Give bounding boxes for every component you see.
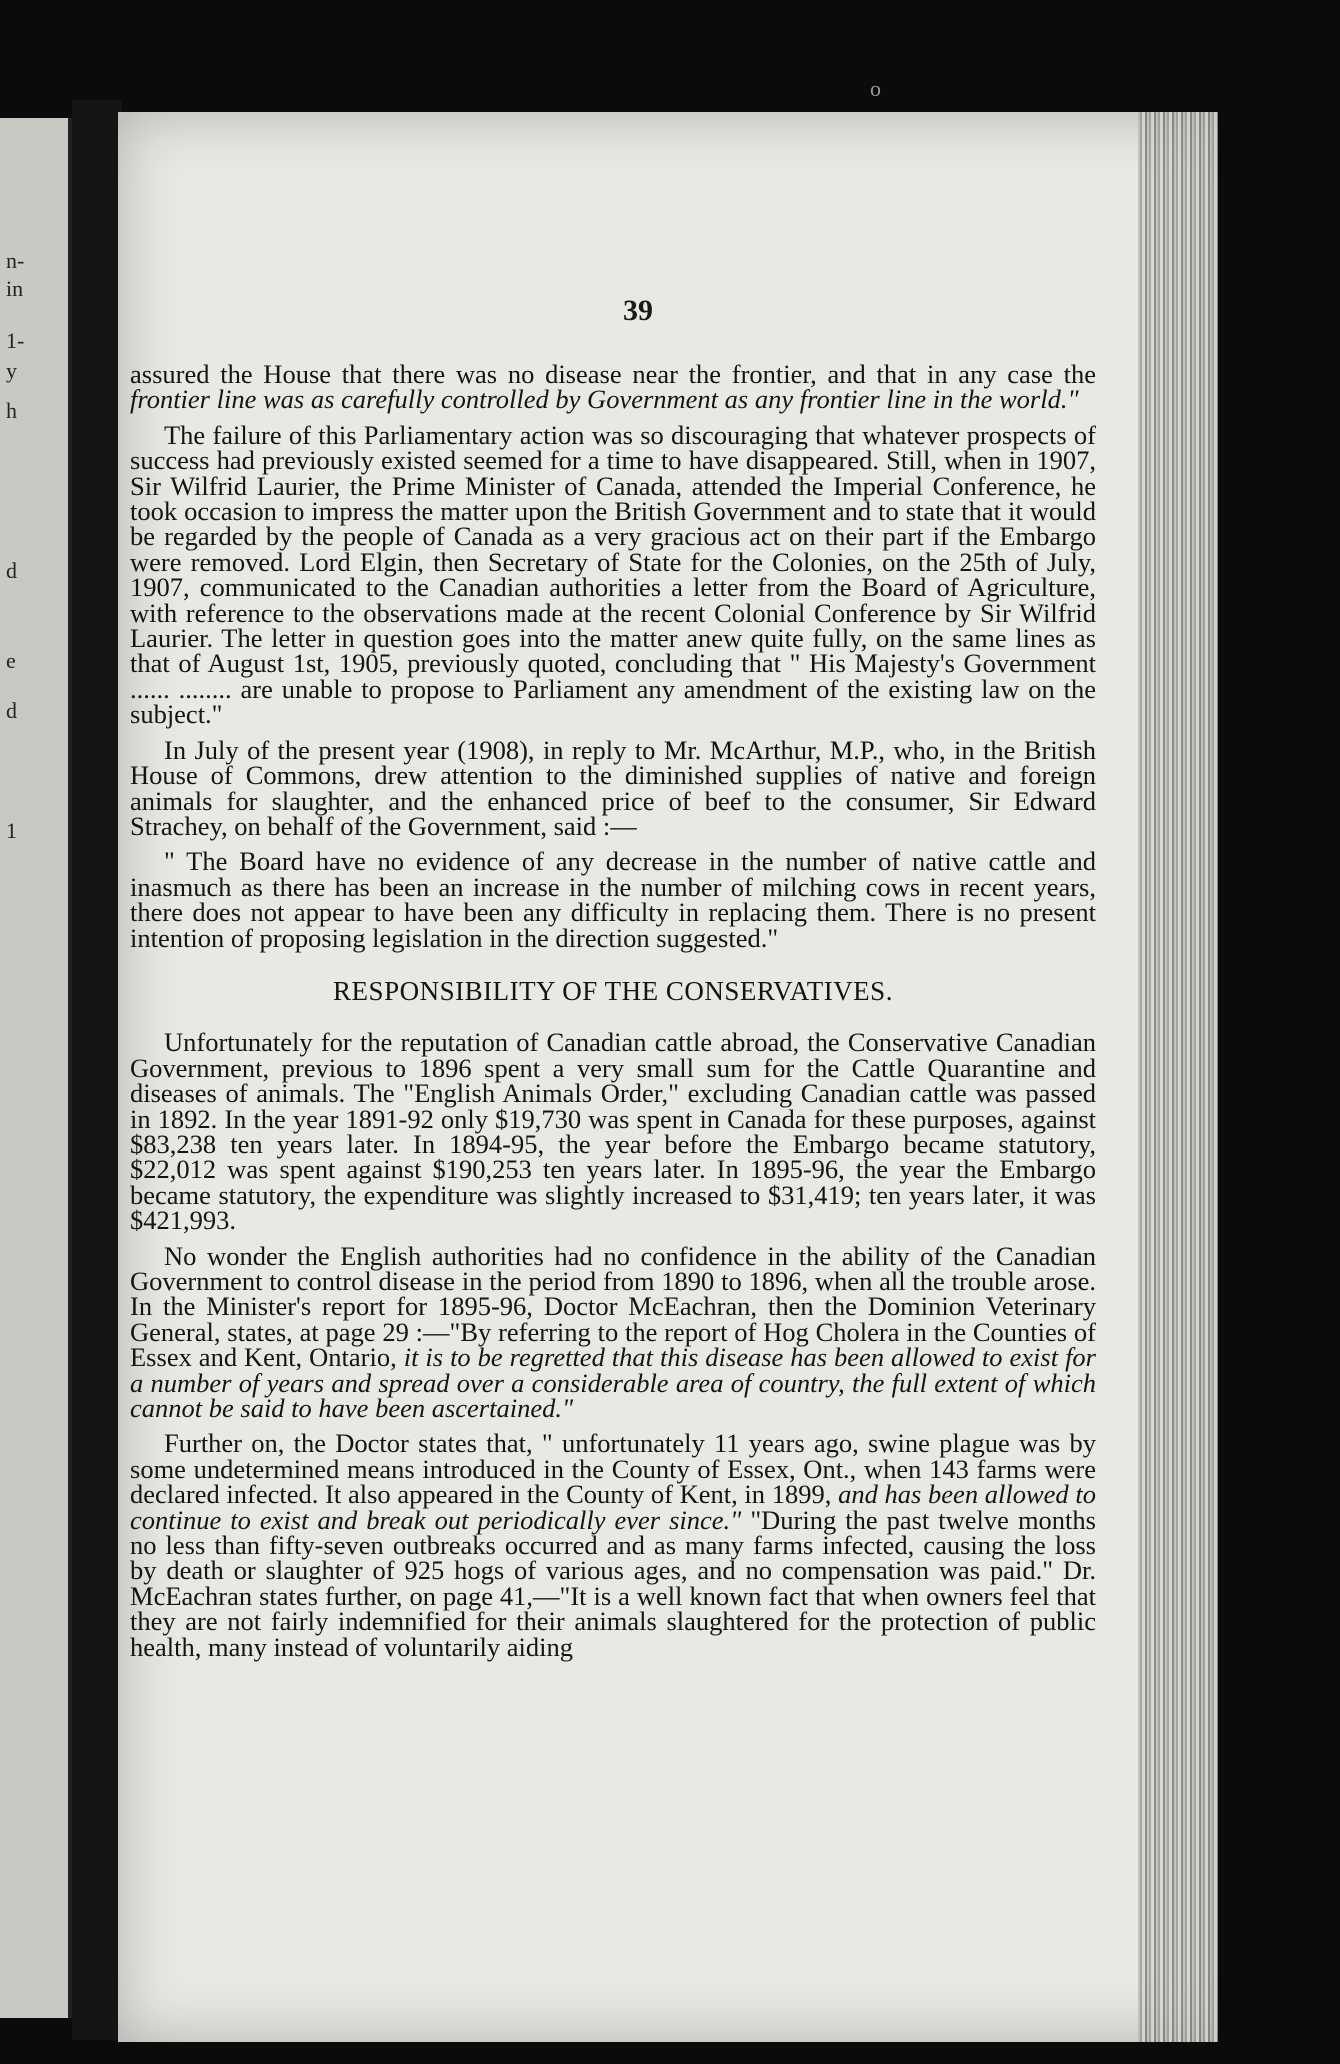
paragraph-text: Further on, the Doctor states that, " unfortunately 11 years ago, swine plague was by some undetermined means introduced in the County of Essex, Ont., when 143 farms were declared infected. It also appeared in the County of Kent, in 1899, — [130, 1428, 1096, 1510]
paragraph-text: "During the past twelve months no less than fifty-seven outbreaks occurred and as many farms infected, causing the loss by death or slaughter of 925 hogs of various ages, and no compensation was paid." Dr. McEachran states further, on page 41,—"It is a well known fact that when owners feel that they are not fairly indemnified for their animals slaughtered for the protection of public health, many instead of voluntarily aiding — [130, 1504, 1096, 1662]
section-heading: RESPONSIBILITY OF THE CONSERVATIVES. — [333, 975, 893, 1006]
left-page-fragment: n- — [6, 248, 25, 273]
paragraph — [130, 1428, 1096, 1662]
book-gutter — [72, 100, 122, 2040]
paragraph — [130, 359, 1096, 415]
italic-passage: frontier line was as carefully controlled by Government as any frontier line in the world." — [130, 384, 1079, 415]
left-page-fragment: in — [6, 276, 24, 301]
page-body — [130, 359, 1096, 1670]
quotation-paragraph: " The Board have no evidence of any decrease in the number of native cattle and inasmuch as there has been an increase in the number of milching cows in recent years, there does not appear to have been any difficulty in replacing them. There is no present intention of proposing legislation in the direction suggested." — [130, 846, 1096, 953]
book-page — [118, 112, 1218, 2042]
paragraph: In July of the present year (1908), in reply to Mr. McArthur, M.P., who, in the British House of Commons, drew attention to the diminished supplies of native and foreign animals for slaughter, and the enhanced price of beef to the consumer, Sir Edward Strachey, on behalf of the Government, said :— — [130, 734, 1096, 841]
left-page-fragment: 1 — [6, 818, 17, 843]
left-page-fragment: e — [6, 648, 16, 673]
page-edge-shading — [1138, 112, 1218, 2042]
left-page-fragment: d — [6, 558, 17, 583]
left-page-fragment: 1- — [6, 328, 25, 353]
left-page-fragment: h — [6, 398, 17, 423]
paragraph-text: No wonder the English authorities had no confidence in the ability of the Canadian Government to control disease in the period from 1890 to 1896, when all the trouble arose. In the Minister's report for 1895-96, Doctor McEachran, then the Dominion Veterinary General, states, at page 29 :—"By referring to the report of Hog Cholera in the Counties of Essex and Kent, Ontario, — [130, 1240, 1096, 1373]
italic-passage: and has been allowed to continue to exist and break out periodically ever since." — [130, 1479, 1096, 1535]
scan-mark: o — [870, 76, 881, 101]
left-facing-page-edge — [0, 118, 72, 2018]
paragraph: Unfortunately for the reputation of Canadian cattle abroad, the Conservative Canadian Government, previous to 1896 spent a very small sum for the Cattle Quarantine and diseases of animals. The "English Animals Order," excluding Canadian cattle was passed in 1892. In the year 1891-92 only $19,730 was spent in Canada for these purposes, against $83,238 ten years later. In 1894-95, the year before the Embargo became statutory, $22,012 was spent against $190,253 ten years later. In 1895-96, the year the Embargo became statutory, the expenditure was slightly increased to $31,419; ten years later, it was $421,993. — [130, 1027, 1096, 1236]
left-page-fragment: y — [6, 358, 17, 383]
paragraph: The failure of this Parliamentary action was so discouraging that whatever prospects of success had previously existed seemed for a time to have disappeared. Still, when in 1907, Sir Wilfrid Laurier, the Prime Minister of Canada, attended the Imperial Conference, he took occasion to impress the matter upon the British Government and to state that it would be regarded by the people of Canada as a very gracious act on their part if the Embargo were removed. Lord Elgin, then Secretary of State for the Colonies, on the 25th of July, 1907, communicated to the Canadian authorities a letter from the Board of Agriculture, with reference to the observations made at the recent Colonial Conference by Sir Wilfrid Laurier. The letter in question goes into the matter anew quite fully, on the same lines as that of August 1st, 1905, previously quoted, concluding that " His Majesty's Government ...... ........ are unable to propose to Parliament any amendment of the existing law on the subject." — [130, 419, 1096, 730]
italic-passage: it is to be regretted that this disease has been allowed to exist for a number of years and spread over a considerable area of country, the full extent of which cannot be said to have been ascertained." — [130, 1342, 1096, 1424]
paragraph-text: assured the House that there was no disease near the frontier, and that in any case the — [130, 359, 1096, 389]
left-page-fragment: d — [6, 698, 17, 723]
paragraph — [130, 1240, 1096, 1424]
page-number: 39 — [623, 294, 653, 327]
